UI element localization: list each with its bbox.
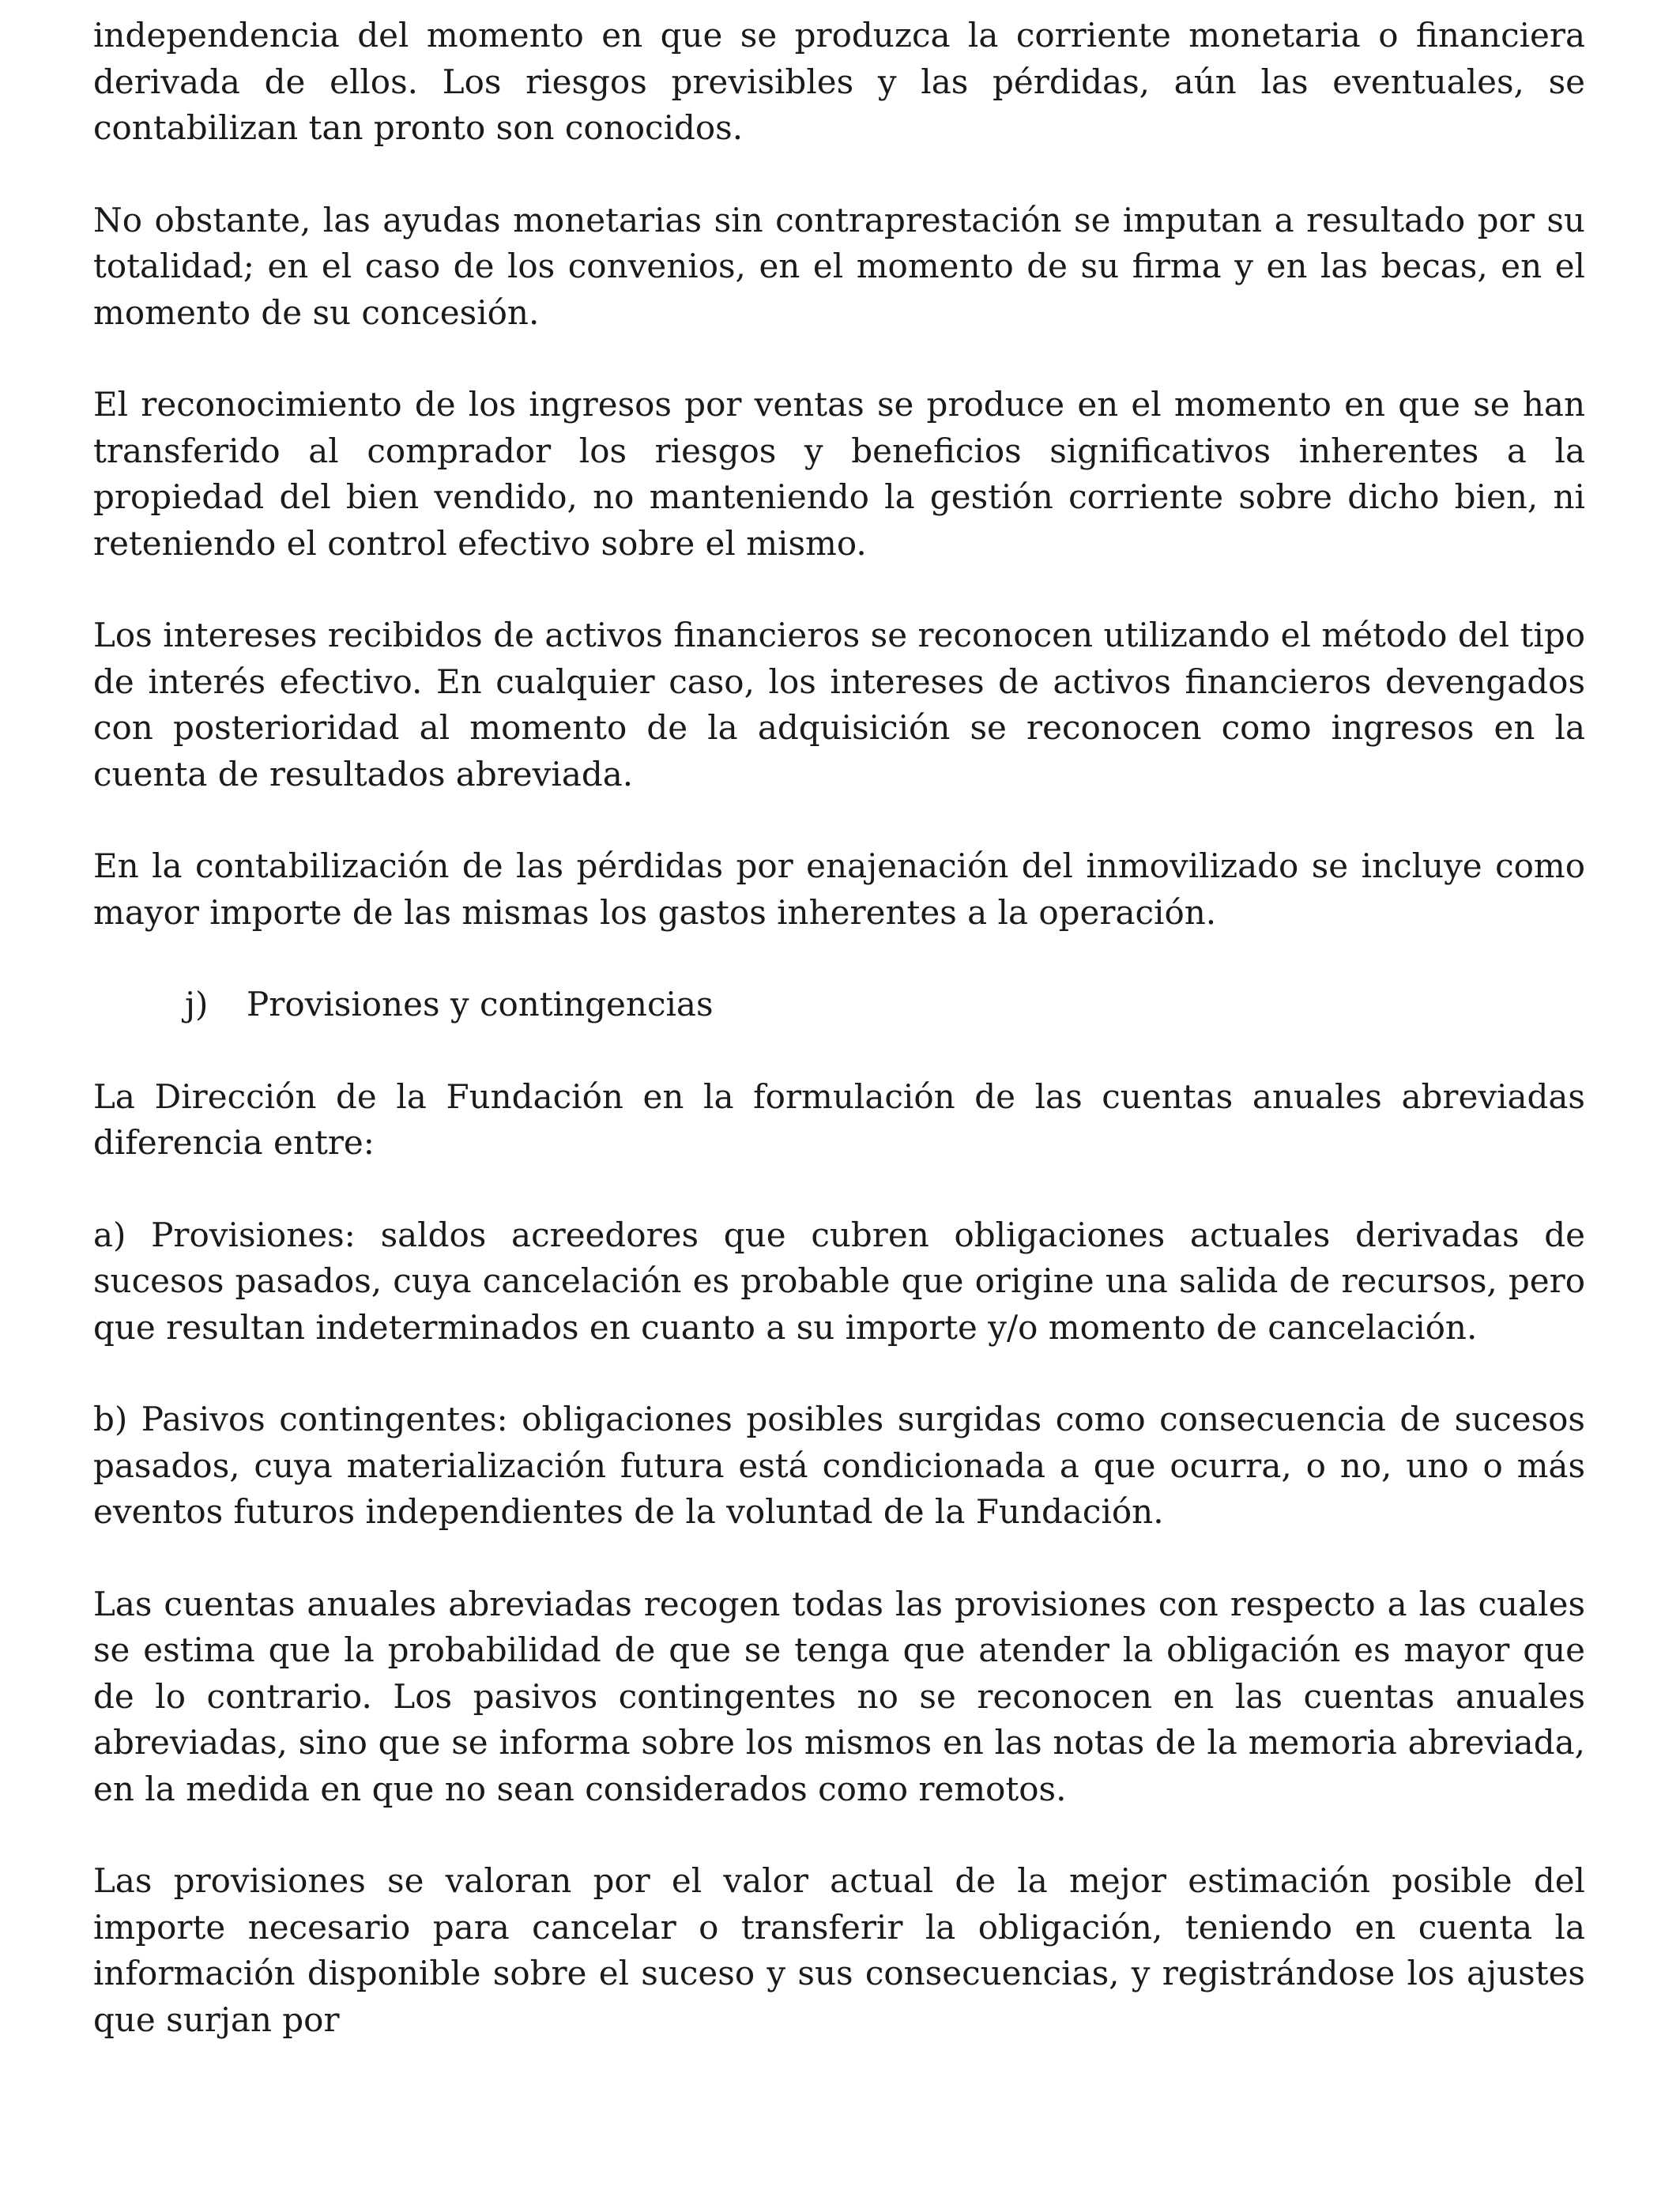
paragraph-provisions-valuation: Las provisiones se valoran por el valor actual de la mejor estimación posible del importe necesario para cancelar o transferir la obligación, teniendo en cuenta la información disponible sobre el suceso y sus consecuencias, y registrándose los ajustes que surjan por [93,1861,1585,2039]
paragraph-provisions-definition: a) Provisiones: saldos acreedores que cubren obligaciones actuales derivadas de sucesos pasados, cuya cancelación es probable que origine una salida de recursos, pero que resultan indeterminados en cuanto a su importe y/o momento de cancelación. [93,1215,1585,1347]
paragraph-sales-revenue: El reconocimiento de los ingresos por ventas se produce en el momento en que se han transferido al comprador los riesgos y beneficios significativos inherentes a la propiedad del bien vendido, no manteniendo la gestión corriente sobre dicho bien, ni reteniendo el control efectivo sobre el mismo. [93,385,1585,563]
paragraph-disposal-losses: En la contabilización de las pérdidas por enajenación del inmovilizado se incluye como mayor importe de las mismas los gastos inherentes a la operación. [93,846,1585,932]
paragraph-interest-income: Los intereses recibidos de activos financieros se reconocen utilizando el método del tipo de interés efectivo. En cualquier caso, los intereses de activos financieros devengados con posterioridad al momento de la adquisición se reconocen como ingresos en la cuenta de resultados abreviada. [93,616,1585,794]
section-heading-title: Provisiones y contingencias [247,985,714,1023]
paragraph-contingent-liabilities-definition: b) Pasivos contingentes: obligaciones posibles surgidas como consecuencia de sucesos pasados, cuya materialización futura está condicionada a que ocurra, o no, uno o más eventos futuros independientes de la voluntad de la Fundación. [93,1400,1585,1531]
section-heading-marker: j) [185,985,209,1023]
paragraph-provisions-recognition: Las cuentas anuales abreviadas recogen todas las provisiones con respecto a las cuales se estima que la probabilidad de que se tenga que atender la obligación es mayor que de lo contrario. Los pasivos contingentes no se reconocen en las cuentas anuales abreviadas, sino que se informa sobre los mismos en las notas de la memoria abreviada, en la medida en que no sean considerados como remotos. [93,1584,1585,1808]
document-page [93,13,1585,2089]
paragraph-revenue-recognition-continued: independencia del momento en que se produzca la corriente monetaria o financiera derivada de ellos. Los riesgos previsibles y las pérdidas, aún las eventuales, se contabilizan tan pronto son conocidos. [93,16,1585,147]
paragraph-distinction-intro: La Dirección de la Fundación en la formulación de las cuentas anuales abreviadas diferencia entre: [93,1076,1585,1162]
section-heading-provisions [93,982,1585,1028]
paragraph-monetary-aid: No obstante, las ayudas monetarias sin contraprestación se imputan a resultado por su totalidad; en el caso de los convenios, en el momento de su firma y en las becas, en el momento de su concesión. [93,200,1585,332]
